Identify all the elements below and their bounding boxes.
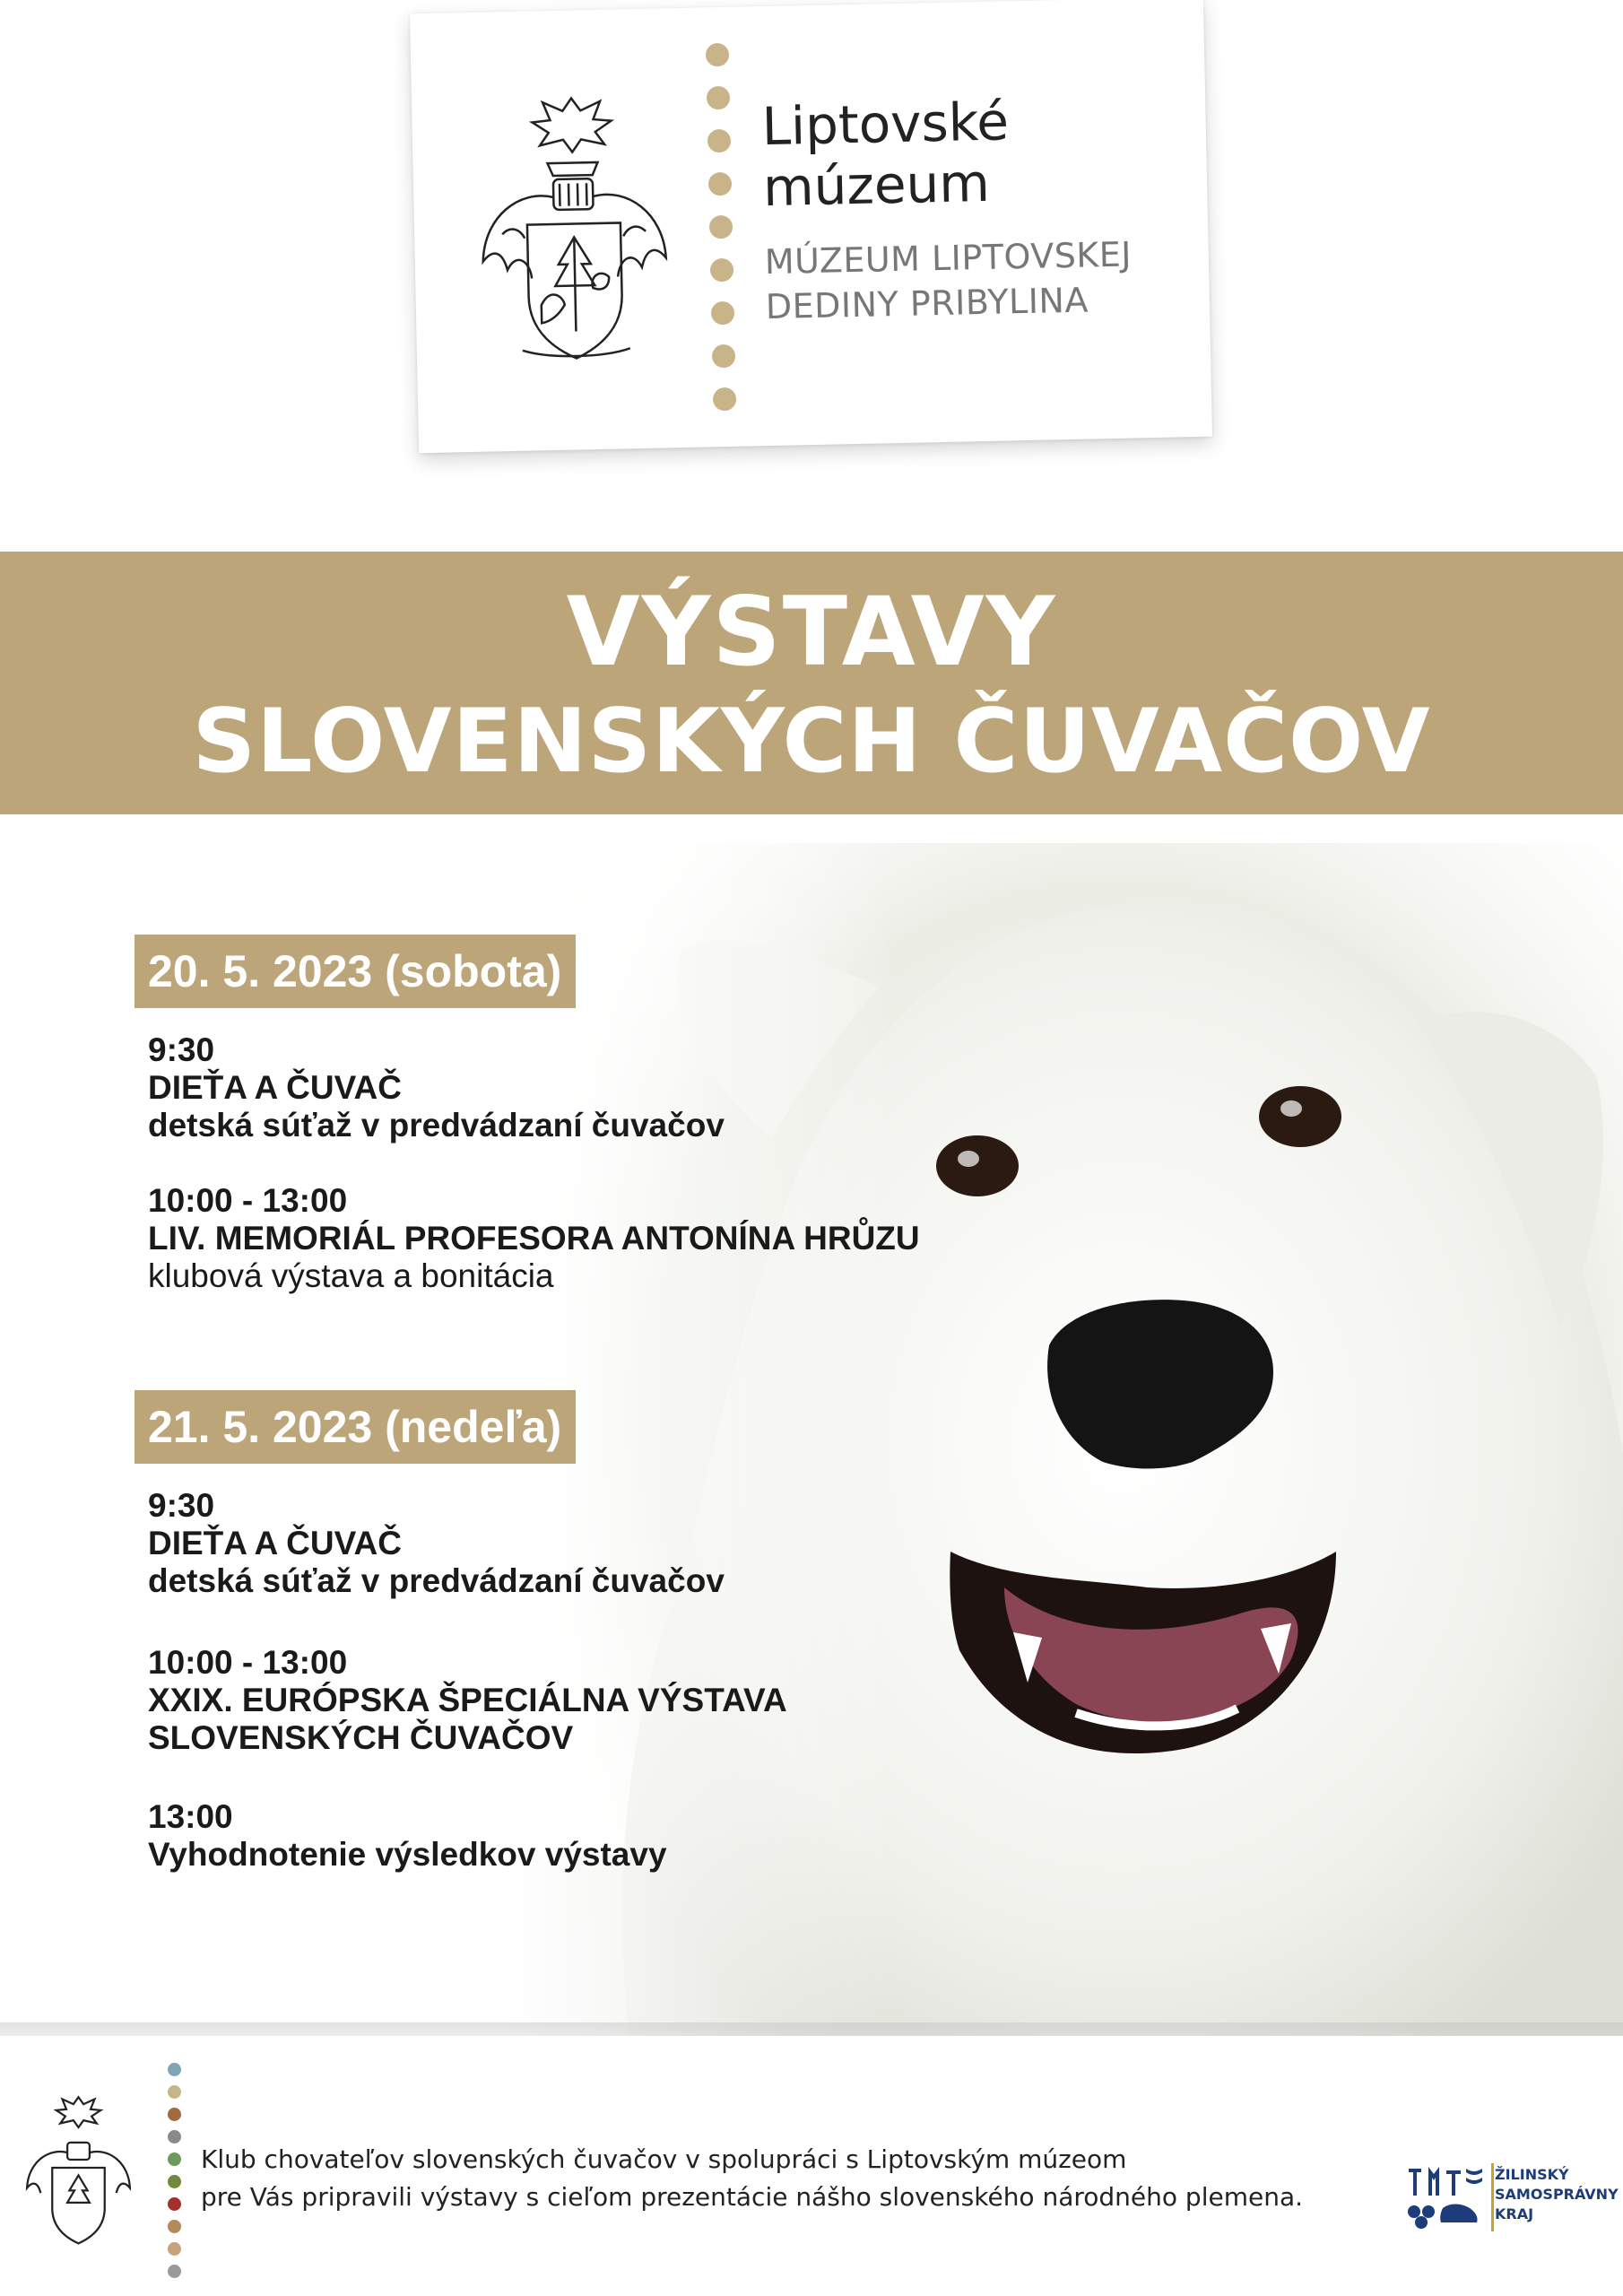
partner-line2: SAMOSPRÁVNY xyxy=(1495,2186,1619,2203)
event-day2-2 xyxy=(148,1644,787,1757)
footer-dot xyxy=(168,2130,181,2144)
partner-line3: KRAJ xyxy=(1495,2205,1534,2222)
footer-text-line1: Klub chovateľov slovenských čuvačov v spolupráci s Liptovským múzeom xyxy=(201,2144,1127,2174)
footer-dot xyxy=(168,2085,181,2099)
logo-title-line1: Liptovské xyxy=(760,91,1010,158)
partner-line1: ŽILINSKÝ xyxy=(1495,2166,1569,2183)
event-day2-1 xyxy=(148,1487,725,1600)
event-desc: detská súťaž v predvádzaní čuvačov xyxy=(148,1562,725,1599)
footer-dot xyxy=(168,2197,181,2211)
event-name: DIEŤA A ČUVAČ xyxy=(148,1069,402,1106)
event-day2-3 xyxy=(148,1798,667,1874)
event-time: 10:00 - 13:00 xyxy=(148,1182,348,1219)
date-badge-day2: 21. 5. 2023 (nedeľa) xyxy=(135,1390,576,1464)
footer-dot xyxy=(168,2152,181,2166)
footer-text-line2: pre Vás pripravili výstavy s cieľom prezentácie nášho slovenského národného plemena. xyxy=(201,2182,1304,2212)
event-time: 10:00 - 13:00 xyxy=(148,1644,348,1681)
event-time: 9:30 xyxy=(148,1487,215,1524)
logo-subtitle-line1: MÚZEUM LIPTOVSKEJ xyxy=(764,234,1133,283)
logo-dots xyxy=(705,43,738,411)
coat-of-arms-icon xyxy=(464,78,685,370)
page-title-line1: VÝSTAVY xyxy=(566,577,1057,687)
event-time: 9:30 xyxy=(148,1031,215,1068)
footer-dot xyxy=(168,2175,181,2188)
date-badge-day1: 20. 5. 2023 (sobota) xyxy=(135,935,576,1008)
footer-coat-of-arms-icon xyxy=(18,2083,139,2253)
event-name: LIV. MEMORIÁL PROFESORA ANTONÍNA HRŮZU xyxy=(148,1220,920,1257)
logo-title-line2: múzeum xyxy=(762,152,991,219)
footer-text xyxy=(201,2141,1303,2216)
event-desc: klubová výstava a bonitácia xyxy=(148,1257,554,1294)
event-day1-2 xyxy=(148,1182,920,1295)
event-name: DIEŤA A ČUVAČ xyxy=(148,1525,402,1561)
event-name: Vyhodnotenie výsledkov výstavy xyxy=(148,1836,667,1873)
logo-subtitle-line2: DEDINY PRIBYLINA xyxy=(765,280,1089,327)
footer-dots xyxy=(167,2063,181,2278)
event-desc: detská súťaž v predvádzaní čuvačov xyxy=(148,1107,725,1144)
logo-subtitle xyxy=(764,232,1133,330)
logo-text xyxy=(761,89,1133,330)
event-name-line2: SLOVENSKÝCH ČUVAČOV xyxy=(148,1719,574,1756)
footer-dot xyxy=(168,2242,181,2256)
event-day1-1 xyxy=(148,1031,725,1144)
page-title-line2: SLOVENSKÝCH ČUVAČOV xyxy=(192,691,1431,793)
footer-dot xyxy=(168,2265,181,2278)
event-time: 13:00 xyxy=(148,1798,233,1835)
event-name-line1: XXIX. EURÓPSKA ŠPECIÁLNA VÝSTAVA xyxy=(148,1682,787,1718)
footer-dot xyxy=(168,2063,181,2076)
partner-logo-text xyxy=(1495,2165,1619,2224)
footer-dot xyxy=(168,2108,181,2121)
logo-card xyxy=(410,0,1212,453)
title-band xyxy=(0,552,1623,814)
footer-dot xyxy=(168,2220,181,2233)
